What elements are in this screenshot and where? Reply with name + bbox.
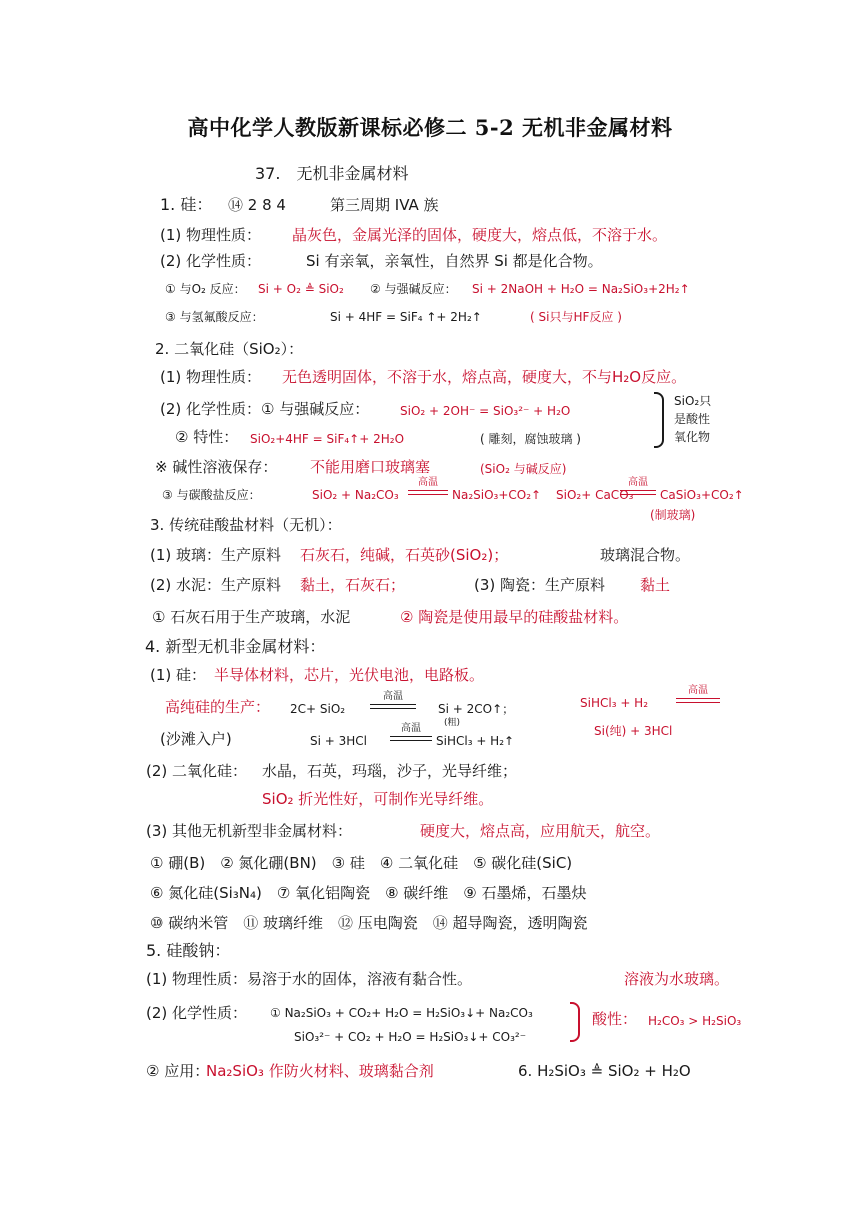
s3-cement-label: (2) 水泥：生产原料 — [150, 576, 282, 594]
s2-side-1: SiO₂只 — [674, 394, 712, 408]
s1-r3-eq: Si + 4HF = SiF₄ ↑+ 2H₂↑ — [330, 310, 482, 324]
s2-special-label: ② 特性： — [175, 428, 239, 446]
s2-salt2-cond: 高温 — [628, 477, 648, 488]
s2-salt1-a: SiO₂ + Na₂CO₃ — [312, 488, 399, 502]
s2-side-2: 是酸性 — [674, 412, 711, 426]
s1-chem-label: (2) 化学性质： — [160, 252, 262, 270]
s6-equation: 6. H₂SiO₃ ≜ SiO₂ + H₂O — [518, 1062, 691, 1080]
s4-prod3-cond: 高温 — [401, 723, 421, 734]
s5-brace — [570, 1002, 580, 1042]
s4-prod3: Si + 3HCl — [310, 734, 368, 748]
s4-other-label: (3) 其他无机新型非金属材料： — [146, 822, 353, 840]
s4-prod2b: Si(纯) + 3HCl — [594, 724, 673, 738]
s2-chem-label: (2) 化学性质：① 与强碱反应： — [160, 400, 370, 418]
s4-prod2: SiHCl₃ + H₂ — [580, 696, 649, 710]
s1-r3-label: ③ 与氢氟酸反应： — [165, 310, 264, 324]
s4-prod1: 2C+ SiO₂ — [290, 702, 346, 716]
s5-chem1: ① Na₂SiO₃ + CO₂+ H₂O = H₂SiO₃↓+ Na₂CO₃ — [270, 1006, 533, 1020]
s5-heading: 5. 硅酸钠： — [146, 941, 231, 960]
s4-prod2-arrow — [676, 698, 720, 703]
s2-phys-text: 无色透明固体，不溶于水，熔点高，硬度大，不与H₂O反应。 — [282, 368, 687, 386]
s2-store-note: (SiO₂ 与碱反应) — [480, 462, 567, 476]
s1-chem-text: Si 有亲氧，亲氧性，自然界 Si 都是化合物。 — [306, 252, 603, 270]
s2-salt1-arrow — [408, 490, 448, 495]
s4-sio2-text: 水晶，石英，玛瑙，沙子，光导纤维； — [262, 762, 518, 780]
si-period: 第三周期 IVA 族 — [330, 196, 439, 214]
s2-store-text: 不能用磨口玻璃塞 — [310, 458, 431, 476]
s4-sio2-note: SiO₂ 折光性好，可制作光导纤维。 — [262, 790, 494, 808]
s4-heading: 4. 新型无机非金属材料： — [145, 637, 326, 656]
s2-salt1-cond: 高温 — [418, 477, 438, 488]
si-atom-structure: ⑭ 2 8 4 — [228, 196, 286, 214]
s4-list-1: ① 硼(B) ② 氮化硼(BN) ③ 硅 ④ 二氧化硅 ⑤ 碳化硅(SiC) — [150, 854, 573, 872]
s1-r2-label: ② 与强碱反应： — [370, 282, 457, 296]
s1-r1-eq: Si + O₂ ≜ SiO₂ — [258, 282, 344, 296]
s5-use-label: ② 应用： — [146, 1062, 210, 1080]
s4-prod1-arrow — [370, 704, 416, 709]
s4-prod-label: 高纯硅的生产： — [165, 698, 271, 716]
s4-prod1c: (粗) — [444, 718, 461, 728]
s4-prod1b: Si + 2CO↑； — [438, 702, 515, 716]
s2-salt-label: ③ 与碳酸盐反应： — [162, 488, 261, 502]
s3-glass-text: 石灰石，纯碱，石英砂(SiO₂)； — [300, 546, 509, 564]
s4-prod3b: SiHCl₃ + H₂↑ — [436, 734, 515, 748]
s4-prod1-cond: 高温 — [383, 691, 403, 702]
s2-brace — [654, 392, 664, 448]
s3-note-label: ① 石灰石用于生产玻璃，水泥 — [152, 608, 351, 626]
s1-phys-label: (1) 物理性质： — [160, 226, 262, 244]
s3-note-text: ② 陶瓷是使用最早的硅酸盐材料。 — [400, 608, 629, 626]
section-heading: 37. 无机非金属材料 — [255, 164, 409, 183]
s3-ceramic-label: (3) 陶瓷：生产原料 — [474, 576, 606, 594]
s4-sio2-label: (2) 二氧化硅： — [146, 762, 248, 780]
s5-chem-label: (2) 化学性质： — [146, 1004, 248, 1022]
s5-acid-label: 酸性： — [592, 1010, 638, 1028]
s1-r1-label: ① 与O₂ 反应： — [165, 282, 246, 296]
page-title: 高中化学人教版新课标必修二 5-2 无机非金属材料 — [187, 115, 673, 140]
s3-glass-tail: 玻璃混合物。 — [600, 546, 691, 564]
s2-salt2-b: CaSiO₃+CO₂↑ — [660, 488, 744, 502]
s5-phys-text: 溶液为水玻璃。 — [624, 970, 730, 988]
s3-cement-text: 黏土，石灰石； — [300, 576, 406, 594]
s2-salt-note: (制玻璃) — [650, 508, 696, 522]
s3-ceramic-text: 黏土 — [640, 576, 671, 594]
s3-heading: 3. 传统硅酸盐材料（无机）： — [150, 516, 342, 534]
s2-salt2-a: SiO₂+ CaCO₃ — [556, 488, 634, 502]
s5-phys-label: (1) 物理性质：易溶于水的固体，溶液有黏合性。 — [146, 970, 473, 988]
s5-use-text: Na₂SiO₃ 作防火材料、玻璃黏合剂 — [206, 1062, 434, 1080]
s5-acid-text: H₂CO₃ > H₂SiO₃ — [648, 1014, 742, 1028]
s2-heading: 2. 二氧化硅（SiO₂）： — [155, 340, 304, 358]
s1-heading: 1. 硅： — [160, 195, 213, 214]
s4-list-3: ⑩ 碳纳米管 ⑪ 玻璃纤维 ⑫ 压电陶瓷 ⑭ 超导陶瓷，透明陶瓷 — [150, 914, 588, 932]
s2-chem-eq: SiO₂ + 2OH⁻ = SiO₃²⁻ + H₂O — [400, 404, 571, 418]
s2-special-note: ( 雕刻，腐蚀玻璃 ) — [480, 432, 581, 446]
s2-salt1-b: Na₂SiO₃+CO₂↑ — [452, 488, 542, 502]
s4-prod2-cond: 高温 — [688, 685, 708, 696]
s2-phys-label: (1) 物理性质： — [160, 368, 262, 386]
s4-si-text: 半导体材料，芯片，光伏电池，电路板。 — [214, 666, 485, 684]
s4-other-text: 硬度大，熔点高，应用航天，航空。 — [420, 822, 661, 840]
s3-glass-label: (1) 玻璃：生产原料 — [150, 546, 282, 564]
s4-list-2: ⑥ 氮化硅(Si₃N₄) ⑦ 氧化铝陶瓷 ⑧ 碳纤维 ⑨ 石墨烯，石墨炔 — [150, 884, 587, 902]
s5-chem2: SiO₃²⁻ + CO₂ + H₂O = H₂SiO₃↓+ CO₃²⁻ — [294, 1030, 527, 1044]
s2-special-eq: SiO₂+4HF = SiF₄↑+ 2H₂O — [250, 432, 405, 446]
s1-r2-eq: Si + 2NaOH + H₂O = Na₂SiO₃+2H₂↑ — [472, 282, 690, 296]
s1-phys-text: 晶灰色，金属光泽的固体，硬度大，熔点低，不溶于水。 — [292, 226, 668, 244]
s4-prod3-label: (沙滩入户) — [160, 730, 232, 748]
s2-side-3: 氧化物 — [674, 430, 711, 444]
s4-si-label: (1) 硅： — [150, 666, 207, 684]
s2-store-label: ※ 碱性溶液保存： — [155, 458, 278, 476]
s4-prod3-arrow — [390, 736, 432, 741]
s1-r3-note: ( Si只与HF反应 ) — [530, 310, 622, 324]
s2-salt2-arrow — [620, 490, 656, 495]
